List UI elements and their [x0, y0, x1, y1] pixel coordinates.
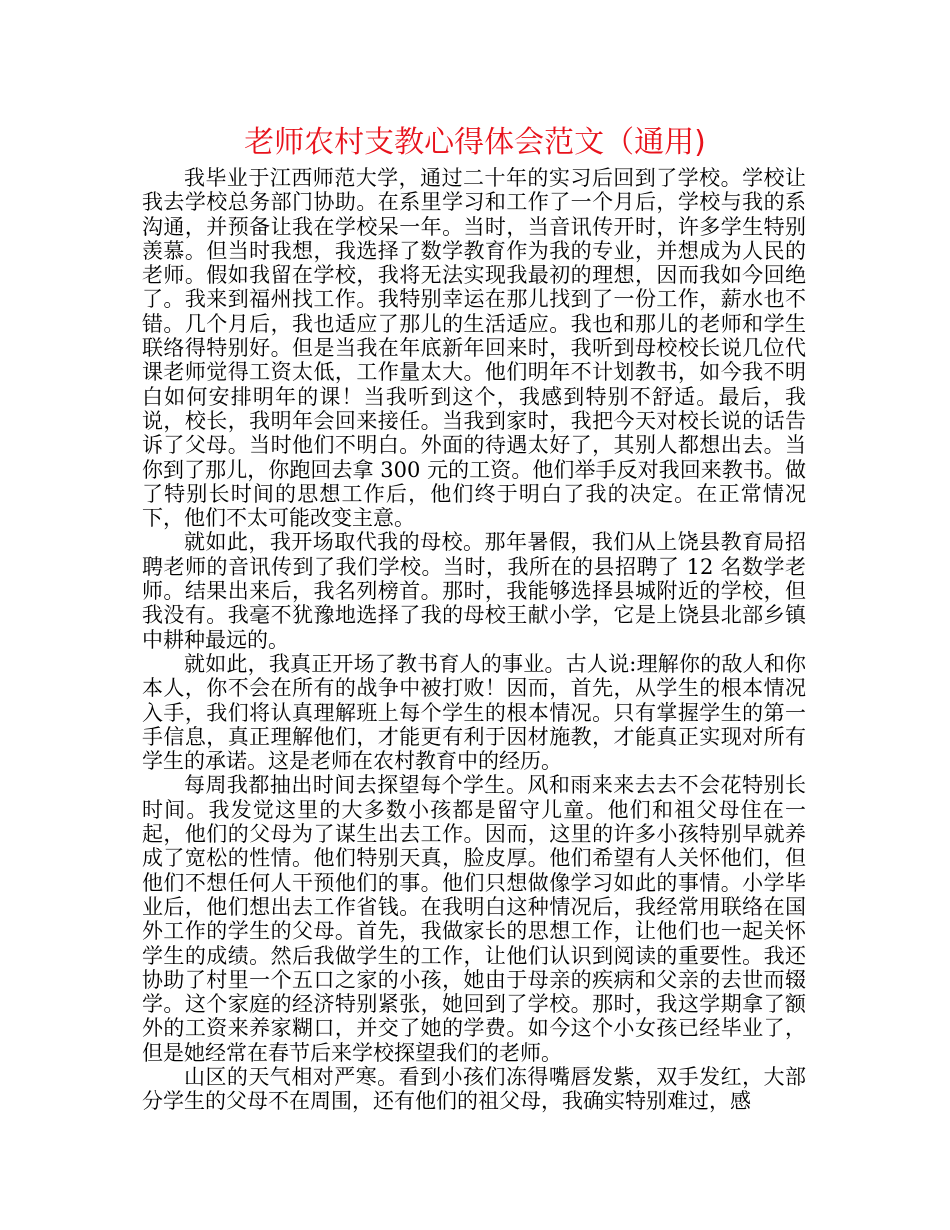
document-title: 老师农村支教心得体会范文（通用) [244, 125, 706, 160]
paragraph-5: 山区的天气相对严寒。看到小孩们冻得嘴唇发紫，双手发红，大部分学生的父母不在周围，还有他们的祖父母，我确实特别难过，感 [142, 1064, 806, 1114]
paragraph-1: 我毕业于江西师范大学，通过二十年的实习后回到了学校。学校让我去学校总务部门协助。在系里学习和工作了一个月后，学校与我的系沟通，并预备让我在学校呆一年。当时，当音讯传开时，许多学生特别羡慕。但当时我想，我选择了数学教育作为我的专业，并想成为人民的老师。假如我留在学校，我将无法实现我最初的理想，因而我如今回绝了。我来到福州找工作。我特别幸运在那儿找到了一份工作，薪水也不错。几个月后，我也适应了那儿的生活适应。我也和那儿的老师和学生联络得特别好。但是当我在年底新年回来时，我听到母校校长说几位代课老师觉得工资太低，工作量太大。他们明年不计划教书，如今我不明白如何安排明年的课！当我听到这个，我感到特别不舒适。最后，我说，校长，我明年会回来接任。当我到家时，我把今天对校长说的话告诉了父母。当时他们不明白。外面的待遇太好了，其别人都想出去。当你到了那儿，你跑回去拿 300 元的工资。他们举手反对我回来教书。做了特别长时间的思想工作后，他们终于明白了我的决定。在正常情况下，他们不太可能改变主意。 [142, 166, 806, 531]
paragraph-4: 每周我都抽出时间去探望每个学生。风和雨来来去去不会花特别长时间。我发觉这里的大多数小孩都是留守儿童。他们和祖父母住在一起，他们的父母为了谋生出去工作。因而，这里的许多小孩特别早就养成了宽松的性情。他们特别天真，脸皮厚。他们希望有人关怀他们，但他们不想任何人干预他们的事。他们只想做像学习如此的事情。小学毕业后，他们想出去工作省钱。在我明白这种情况后，我经常用联络在国外工作的学生的父母。首先，我做家长的思想工作，让他们也一起关怀学生的成绩。然后我做学生的工作，让他们认识到阅读的重要性。我还协助了村里一个五口之家的小孩，她由于母亲的疾病和父亲的去世而辍学。这个家庭的经济特别紧张，她回到了学校。那时，我这学期拿了额外的工资来养家糊口，并交了她的学费。如今这个小女孩已经毕业了，但是她经常在春节后来学校探望我们的老师。 [142, 773, 806, 1065]
paragraph-3: 就如此，我真正开场了教书育人的事业。古人说:理解你的敌人和你本人，你不会在所有的战争中被打败！因而，首先，从学生的根本情况入手，我们将认真理解班上每个学生的根本情况。只有掌握学生的第一手信息，真正理解他们，才能更有利于因材施教，才能真正实现对所有学生的承诺。这是老师在农村教育中的经历。 [142, 651, 806, 774]
document-body [142, 166, 806, 1114]
paragraph-2: 就如此，我开场取代我的母校。那年暑假，我们从上饶县教育局招聘老师的音讯传到了我们学校。当时，我所在的县招聘了 12 名数学老师。结果出来后，我名列榜首。那时，我能够选择县城附近的学校，但我没有。我毫不犹豫地选择了我的母校王献小学，它是上饶县北部乡镇中耕种最远的。 [142, 530, 806, 652]
